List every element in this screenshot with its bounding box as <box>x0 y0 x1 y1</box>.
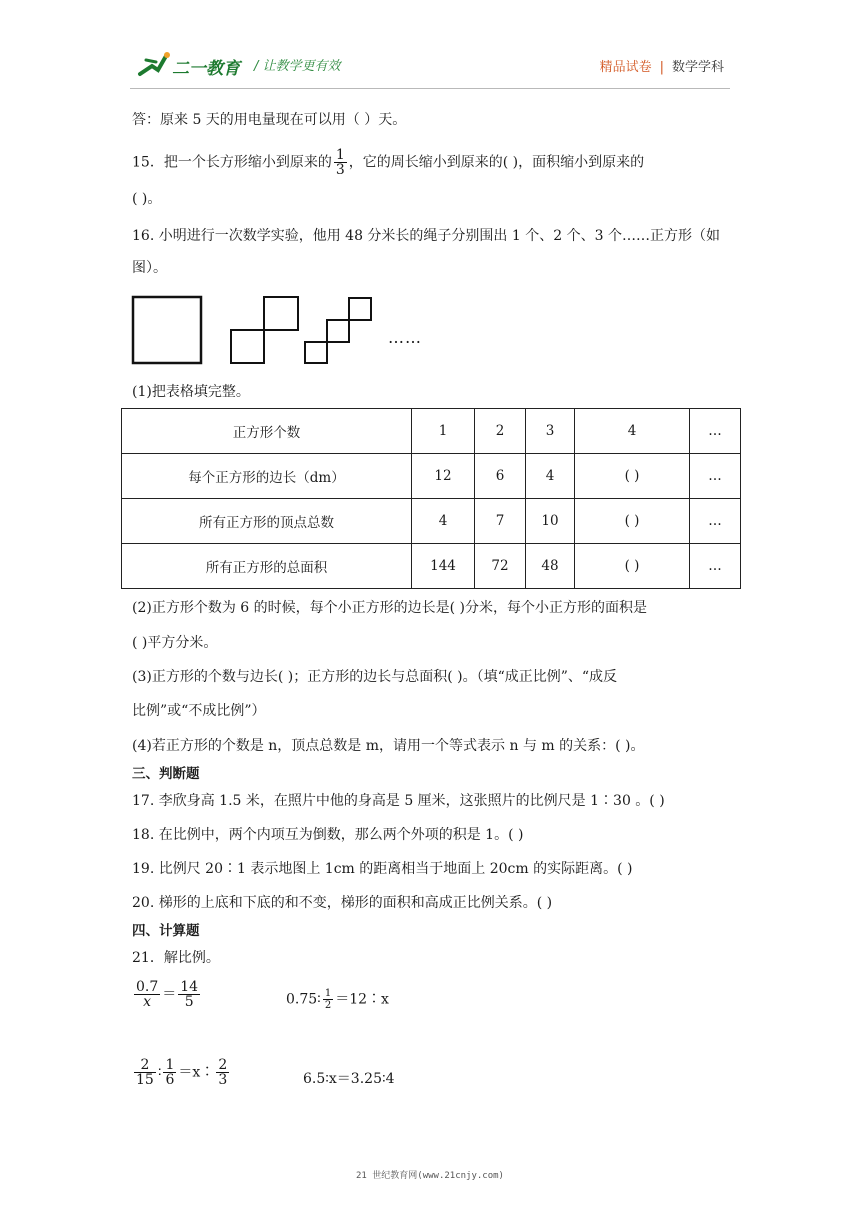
table-row <box>122 544 741 589</box>
table-cell: 4 <box>412 499 475 544</box>
q16-line1: 16. 小明进行一次数学实验，他用 48 分米长的绳子分别围出 1 个、2 个、3 个……正方形（如 <box>132 228 720 244</box>
header-slogan: / 让教学更有效 <box>254 59 341 74</box>
page-header <box>130 46 730 86</box>
table-cell: 所有正方形的总面积 <box>122 544 412 589</box>
q21: 21．解比例。 <box>132 950 220 966</box>
q16-part3-line1: (3)正方形的个数与边长( )；正方形的边长与总面积( )。（填“成正比例”、“成反 <box>132 669 618 685</box>
header-right <box>600 56 724 75</box>
q15-line1 <box>132 148 644 177</box>
square-pair-2 <box>264 297 298 330</box>
q16-line2: 图）。 <box>132 260 167 276</box>
eq1-equals: ＝ <box>162 986 177 1003</box>
eq2-num: 1 <box>324 988 332 999</box>
answer-blank-cell[interactable]: ( ) <box>575 499 690 544</box>
equation-3 <box>132 1058 231 1087</box>
table-cell: 72 <box>475 544 526 589</box>
q15-line2: ( )。 <box>132 191 162 207</box>
eq3-fraction-2 <box>163 1058 176 1087</box>
equation-1 <box>132 980 202 1009</box>
logo-text: 二一教育 <box>172 59 240 79</box>
table-cell: 每个正方形的边长（dm） <box>122 454 412 499</box>
q15-frac-num: 1 <box>335 147 345 163</box>
q15-fraction <box>334 148 347 177</box>
q15-text-pre: 15．把一个长方形缩小到原来的 <box>132 154 332 171</box>
eq3-colon: ∶ <box>157 1064 162 1081</box>
eq1-rden: 5 <box>184 994 194 1010</box>
header-separator: | <box>659 60 664 75</box>
section-true-false: 三、判断题 <box>132 766 200 782</box>
table-cell: … <box>690 544 741 589</box>
q16-part2-line1: (2)正方形个数为 6 的时候，每个小正方形的边长是( )分米，每个小正方形的面积是 <box>132 600 648 616</box>
table-cell: 2 <box>475 409 526 454</box>
eq3-mid: ＝x∶ <box>178 1064 215 1081</box>
eq1-den: x <box>143 994 152 1010</box>
table-cell: 6 <box>475 454 526 499</box>
table-cell: 4 <box>526 454 575 499</box>
equation-4: 6.5∶x＝3.25∶4 <box>303 1071 395 1087</box>
eq3-d2: 6 <box>165 1072 175 1088</box>
squares-table <box>121 408 741 589</box>
square-single <box>133 297 201 363</box>
runner-logo-icon <box>136 50 176 80</box>
eq3-fraction-3 <box>216 1058 229 1087</box>
table-row <box>122 499 741 544</box>
q16-part1: (1)把表格填完整。 <box>132 384 250 400</box>
page-footer: 21 世纪教育网(www.21cnjy.com) <box>356 1171 504 1181</box>
header-label-quality: 精品试卷 <box>599 60 652 75</box>
table-cell: … <box>690 454 741 499</box>
q17: 17. 李欣身高 1.5 米，在照片中他的身高是 5 厘米，这张照片的比例尺是 1∶30 。( ) <box>132 793 665 809</box>
q16-part3-line2: 比例”或“不成比例”） <box>132 703 266 719</box>
table-cell: 144 <box>412 544 475 589</box>
q19: 19. 比例尺 20∶1 表示地图上 1cm 的距离相当于地面上 20cm 的实际距离。( ) <box>132 861 633 877</box>
table-row <box>122 454 741 499</box>
square-triple-1 <box>305 342 327 363</box>
eq2-pre: 0.75∶ <box>286 991 321 1008</box>
eq1-left-fraction <box>134 980 160 1009</box>
eq3-n2: 1 <box>165 1057 175 1073</box>
square-triple-2 <box>327 320 349 342</box>
q16-part4: (4)若正方形的个数是 n，顶点总数是 m，请用一个等式表示 n 与 m 的关系：( )。 <box>132 738 645 754</box>
eq3-d1: 15 <box>136 1072 154 1088</box>
eq1-right-fraction <box>178 980 200 1009</box>
q16-part2-line2: ( )平方分米。 <box>132 635 218 651</box>
table-cell: … <box>690 409 741 454</box>
eq3-d3: 3 <box>218 1072 228 1088</box>
figure-ellipsis: …… <box>388 328 422 347</box>
eq3-n3: 2 <box>218 1057 228 1073</box>
table-cell: 1 <box>412 409 475 454</box>
answer-blank-cell[interactable]: ( ) <box>575 544 690 589</box>
table-cell: 7 <box>475 499 526 544</box>
table-cell: 48 <box>526 544 575 589</box>
equation-2 <box>286 988 389 1011</box>
table-cell: … <box>690 499 741 544</box>
eq1-num: 0.7 <box>136 979 159 995</box>
square-pair-1 <box>231 330 264 363</box>
square-triple-3 <box>349 298 371 320</box>
answer-blank-cell[interactable]: ( ) <box>575 454 690 499</box>
eq2-fraction <box>323 988 333 1011</box>
header-divider <box>130 88 730 89</box>
eq3-n1: 2 <box>134 1058 156 1073</box>
header-label-subject: 数学学科 <box>671 60 724 75</box>
table-row <box>122 409 741 454</box>
table-cell: 4 <box>575 409 690 454</box>
table-cell: 10 <box>526 499 575 544</box>
q14-answer: 答：原来 5 天的用电量现在可以用（ ）天。 <box>132 112 407 128</box>
q20: 20. 梯形的上底和下底的和不变，梯形的面积和高成正比例关系。( ) <box>132 895 553 911</box>
q15-text-post: ，它的周长缩小到原来的( )，面积缩小到原来的 <box>348 154 645 171</box>
eq1-rnum: 14 <box>180 979 199 995</box>
table-cell: 12 <box>412 454 475 499</box>
table-cell: 正方形个数 <box>122 409 412 454</box>
q15-frac-den: 3 <box>335 162 345 178</box>
table-cell: 3 <box>526 409 575 454</box>
eq2-den: 2 <box>324 1000 332 1011</box>
eq3-fraction-1 <box>134 1058 156 1087</box>
q18: 18. 在比例中，两个内项互为倒数，那么两个外项的积是 1。( ) <box>132 827 524 843</box>
eq2-post: ＝12∶x <box>335 991 389 1008</box>
table-cell: 所有正方形的顶点总数 <box>122 499 412 544</box>
section-calculation: 四、计算题 <box>132 923 200 939</box>
